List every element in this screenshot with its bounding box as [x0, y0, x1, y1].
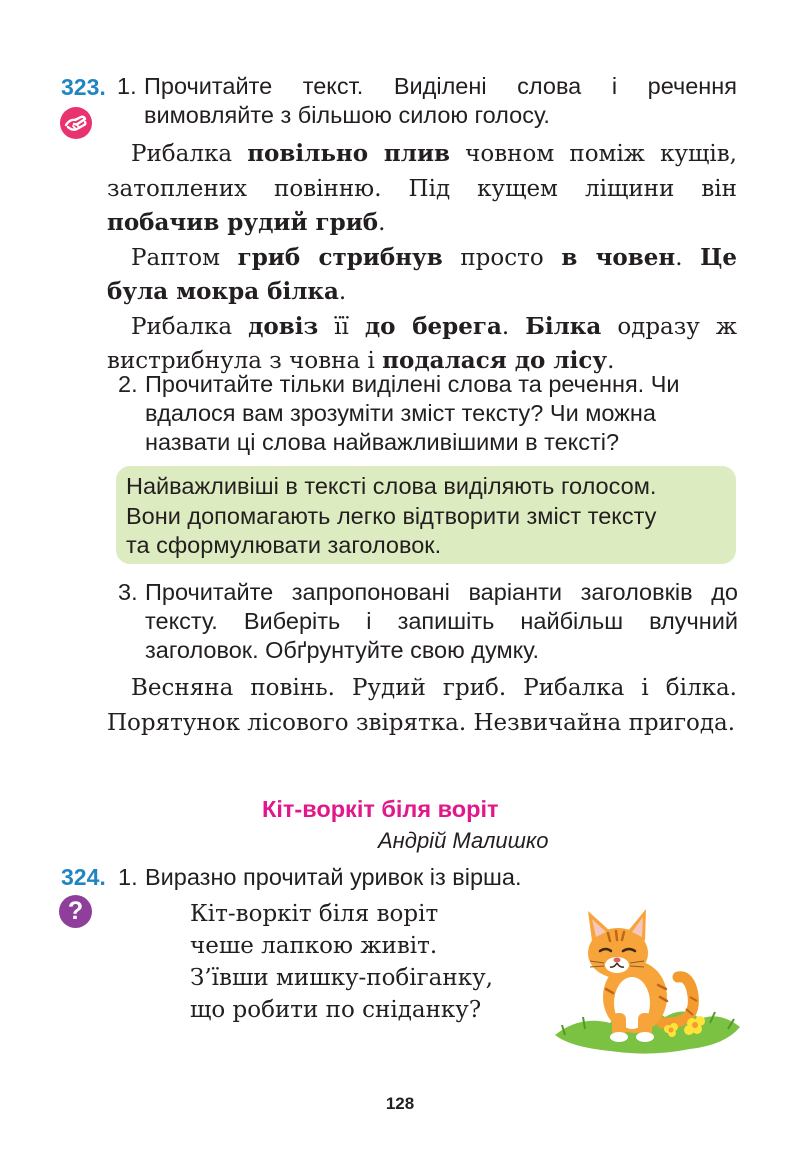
task-number: 3. [118, 579, 138, 605]
task-323-1 [117, 72, 737, 130]
task-text: Виразно прочитай уривок із вірша. [145, 864, 522, 890]
verse-line: чеше лапкою живіт. [190, 933, 438, 959]
task-323-2 [118, 370, 738, 457]
task-text: Прочитайте тільки виділені слова та речення. Чи вдалося вам зрозуміти зміст тексту? Чи можна назвати ці слова найважливішими в тексті? [145, 371, 680, 455]
kitten-illustration [550, 905, 745, 1060]
task-324-1 [118, 863, 678, 892]
story-paragraph-1: Рибалка повільно плив човном поміж кущів, затоплених повінню. Під кущем ліщини він побачив рудий гриб. [107, 140, 737, 236]
highlighted-phrase: подалася до лісу [382, 347, 608, 374]
rule-text [126, 472, 731, 561]
highlighted-phrase: в човен [561, 243, 676, 271]
task-number: 2. [118, 371, 138, 397]
story-paragraph-2: Раптом гриб стрибнув просто в човен. Це була мокра білка. [107, 243, 737, 305]
highlighted-phrase: Білка [525, 312, 602, 340]
task-text: Прочитайте текст. Виділені слова і речення вимовляйте з більшою силою голосу. [144, 73, 737, 128]
rule-line: та сформулювати заголовок. [126, 532, 442, 558]
rule-line: Вони допомагають легко відтворити зміст тексту [126, 502, 657, 529]
highlighted-phrase: побачив рудий гриб [107, 209, 379, 236]
task-323-3 [118, 578, 738, 665]
poem-author: Андрій Малишко [378, 828, 549, 853]
task-number: 1. [118, 864, 138, 890]
exercise-number-323: 323. [61, 74, 106, 100]
question-icon: ? [59, 895, 92, 928]
pair-work-icon [59, 106, 93, 140]
poem-verse [190, 898, 493, 1026]
story-text [107, 137, 737, 379]
highlighted-phrase: гриб стрибнув [237, 243, 443, 271]
story-paragraph-3: Рибалка довіз її до берега. Білка одразу ж вистрибнула з човна і подалася до лісу. [107, 312, 737, 374]
highlighted-phrase: повільно плив [247, 140, 451, 167]
highlighted-phrase: Це була мокра білка [107, 243, 737, 305]
highlighted-phrase: довіз [248, 312, 319, 340]
highlighted-phrase: до берега [364, 312, 502, 340]
task-number: 1. [117, 73, 137, 99]
poem-title: Кіт-воркіт біля воріт [262, 796, 499, 822]
title-options: Весняна повінь. Рудий гриб. Рибалка і білка. Порятунок лісового звірятка. Незвичайна пригода. [107, 675, 737, 736]
rule-line: Найважливіші в тексті слова виділяють голосом. [126, 473, 657, 499]
verse-line: що робити по сніданку? [190, 997, 482, 1023]
exercise-number-324: 324. [61, 864, 106, 890]
verse-line: З’ївши мишку-побіганку, [190, 965, 493, 991]
verse-line: Кіт-воркіт біля воріт [190, 901, 439, 927]
page-number: 128 [385, 1094, 415, 1113]
task-text: Прочитайте запропоновані варіанти заголовків до тексту. Виберіть і запишіть найбільш влучний заголовок. Обґрунтуйте свою думку. [145, 579, 738, 663]
